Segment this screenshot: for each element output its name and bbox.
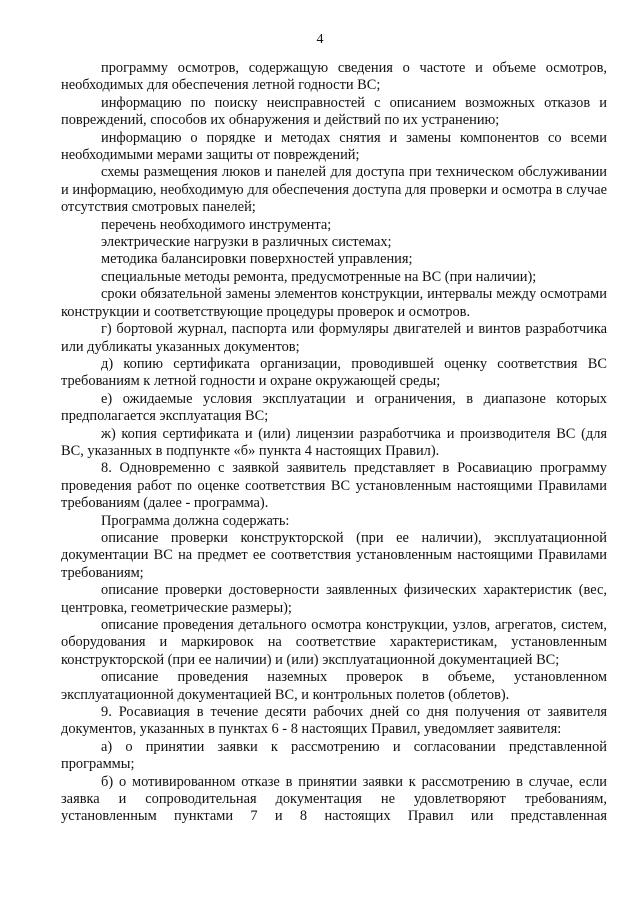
paragraph: сроки обязательной замены элементов конструкции, интервалы между осмотрами конструкции и соответствующие процедуры проверок и осмотров. <box>61 286 607 320</box>
paragraph: Программа должна содержать: <box>101 512 290 529</box>
document-body <box>61 60 607 826</box>
page-number: 4 <box>316 32 324 47</box>
paragraph: описание проведения детального осмотра конструкции, узлов, агрегатов, систем, оборудования и маркировок на соответствие характеристикам, установленным конструкторской (при ее наличии) и (или) эксплуатационной документацией ВС; <box>61 617 607 668</box>
paragraph: перечень необходимого инструмента; <box>101 216 332 233</box>
paragraph: описание проведения наземных проверок в объеме, установленном эксплуатационной документацией ВС, и контрольных полетов (облетов). <box>61 669 607 703</box>
paragraph: методика балансировки поверхностей управления; <box>101 251 413 268</box>
paragraph: специальные методы ремонта, предусмотренные на ВС (при наличии); <box>101 268 537 285</box>
paragraph: ж) копия сертификата и (или) лицензии разработчика и производителя ВС (для ВС, указанных в подпункте «б» пункта 4 настоящих Правил). <box>61 425 607 459</box>
paragraph: г) бортовой журнал, паспорта или формуляры двигателей и винтов разработчика или дубликаты указанных документов; <box>61 321 607 355</box>
paragraph: 9. Росавиация в течение десяти рабочих дней со дня получения от заявителя документов, указанных в пунктах 6 - 8 настоящих Правил, уведомляет заявителя: <box>61 704 607 738</box>
paragraph: 8. Одновременно с заявкой заявитель представляет в Росавиацию программу проведения работ по оценке соответствия ВС установленным настоящими Правилами требованиям (далее - программа). <box>61 460 607 512</box>
paragraph: описание проверки конструкторской (при ее наличии), эксплуатационной документации ВС на предмет ее соответствия установленным настоящими Правилами требованиям; <box>61 529 607 581</box>
paragraph: информацию по поиску неисправностей с описанием возможных отказов и повреждений, способов их обнаружения и действий по их устранению; <box>61 94 607 129</box>
paragraph: а) о принятии заявки к рассмотрению и согласовании представленной программы; <box>61 738 607 773</box>
paragraph: описание проверки достоверности заявленных физических характеристик (вес, центровка, геометрические размеры); <box>61 582 607 616</box>
paragraph: д) копию сертификата организации, проводившей оценку соответствия ВС требованиям к летной годности и охране окружающей среды; <box>61 355 607 390</box>
paragraph: е) ожидаемые условия эксплуатации и ограничения, в диапазоне которых предполагается эксплуатация ВС; <box>61 390 607 425</box>
paragraph: электрические нагрузки в различных системах; <box>101 234 392 251</box>
paragraph: программу осмотров, содержащую сведения о частоте и объеме осмотров, необходимых для обеспечения летной годности ВС; <box>61 60 607 94</box>
paragraph: информацию о порядке и методах снятия и замены компонентов со всеми необходимыми мерами защиты от повреждений; <box>61 129 607 164</box>
paragraph: схемы размещения люков и панелей для доступа при техническом обслуживании и информацию, необходимую для обеспечения доступа для проверки и осмотра в случае отсутствия смотровых панелей; <box>61 164 607 216</box>
paragraph: б) о мотивированном отказе в принятии заявки к рассмотрению в случае, если заявка и сопроводительная документация не удовлетворяют требованиям, установленным пунктами 7 и 8 настоящих Правил или представленная <box>61 773 607 825</box>
